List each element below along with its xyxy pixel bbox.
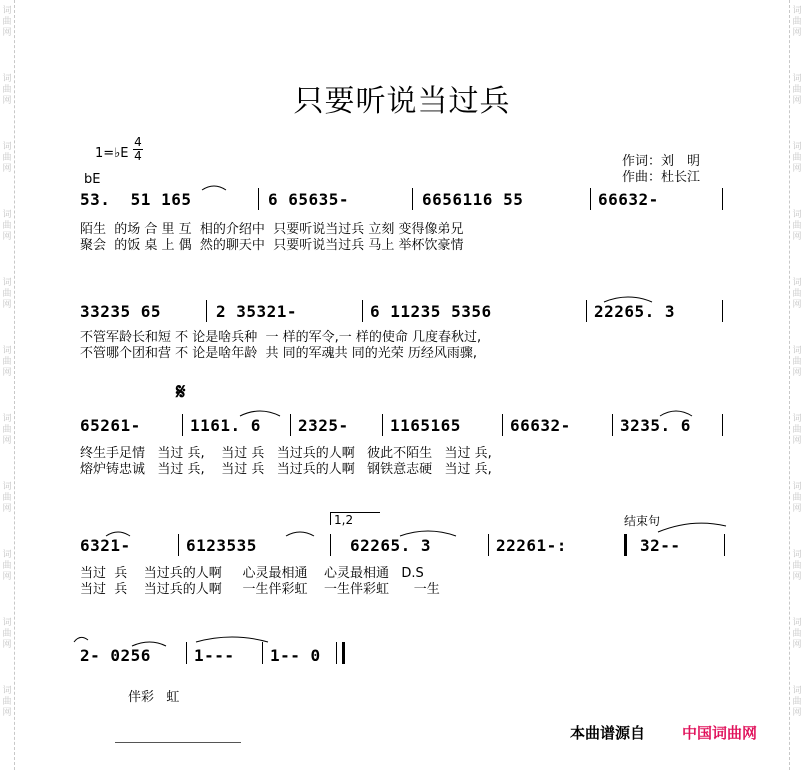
notes-row3-m4: 1165165 (390, 416, 461, 435)
barline (182, 414, 183, 436)
notes-row5-m2: 1--- (194, 646, 235, 665)
barline (382, 414, 383, 436)
notes-row2-m2: 2 35321- (216, 302, 298, 321)
barline (206, 300, 207, 322)
source-label: 本曲谱源自 (570, 724, 646, 742)
barline (186, 642, 187, 664)
watermark-text: 词 曲 网 (2, 278, 12, 310)
barline (178, 534, 179, 556)
watermark-text: 词 曲 网 (792, 618, 802, 650)
notes-row2-m4: 22265. 3 (594, 302, 676, 321)
watermark-text: 词 曲 网 (792, 414, 802, 446)
barline (722, 188, 723, 210)
lyrics-row4-verse1: 当过 兵 当过兵的人啊 心灵最相通 心灵最相通 D.S (80, 566, 424, 581)
notes-row3-m6: 3235. 6 (620, 416, 691, 435)
barline (590, 188, 591, 210)
notes-row3-m3: 2325- (298, 416, 349, 435)
lyricist: 作词：刘 明 (622, 154, 701, 169)
barline (612, 414, 613, 436)
watermark-text: 词 曲 网 (792, 278, 802, 310)
notes-row1-m1: 53. 51 165 (80, 190, 202, 209)
watermark-text: 词 曲 网 (792, 482, 802, 514)
watermark-text: 词 曲 网 (792, 550, 802, 582)
barline (488, 534, 489, 556)
barline (330, 534, 331, 556)
barline (336, 642, 337, 664)
ending-label: 结束句 (624, 514, 661, 528)
watermark-text: 词 曲 网 (2, 6, 12, 38)
lyrics-row5: 伴彩 虹 (128, 690, 180, 705)
barline (722, 300, 723, 322)
lyrics-row1-verse2: 聚会 的饭 桌 上 偶 然的聊天中 只要听说当过兵 马上 举杯饮豪情 (80, 238, 464, 253)
notes-row4-m3: 62265. 3 (350, 536, 432, 555)
lyrics-row3-verse2: 熔炉铸忠诚 当过 兵, 当过 兵 当过兵的人啊 钢铁意志硬 当过 兵, (80, 462, 492, 477)
notes-row4-m2: 6123535 (186, 536, 257, 555)
watermark-text: 词 曲 网 (2, 414, 12, 446)
time-signature-bottom: 4 (134, 149, 142, 163)
watermark-text: 词 曲 网 (792, 686, 802, 718)
lyrics-row1-verse1: 陌生 的场 合 里 互 相的介绍中 只要听说当过兵 立刻 变得像弟兄 (80, 222, 464, 237)
notes-row2-m1: 33235 65 (80, 302, 162, 321)
watermark-text: 词 曲 网 (792, 346, 802, 378)
barline (258, 188, 259, 210)
time-signature (133, 136, 143, 162)
key-signature: 1=♭E (95, 146, 129, 161)
site-name-link[interactable]: 中国词曲网 (682, 724, 758, 742)
notes-row1-m4: 66632- (598, 190, 659, 209)
notes-row2-m3: 6 11235 5356 (370, 302, 492, 321)
lyrics-row2-verse1: 不管军龄长和短 不 论是啥兵种 一 样的军令,一 样的使命 几度春秋过, (80, 330, 482, 345)
barline (502, 414, 503, 436)
composer: 作曲：杜长江 (622, 170, 701, 185)
lyrics-row2-verse2: 不管哪个团和营 不 论是啥年龄 共 同的军魂共 同的光荣 历经风雨骤, (80, 346, 478, 361)
barline (586, 300, 587, 322)
notes-row4-m5: 32-- (640, 536, 681, 555)
watermark-text: 词 曲 网 (2, 74, 12, 106)
watermark-text: 词 曲 网 (2, 346, 12, 378)
lyrics-row4-verse2: 当过 兵 当过兵的人啊 一生伴彩虹 一生伴彩虹 一生 (80, 582, 440, 597)
notes-row5-m3: 1-- 0 (270, 646, 321, 665)
repeat-barline (624, 534, 627, 556)
notes-row3-m2: 1161. 6 (190, 416, 261, 435)
barline (262, 642, 263, 664)
barline (722, 414, 723, 436)
notes-row3-m1: 65261- (80, 416, 141, 435)
footer-line (115, 742, 241, 743)
watermark-text: 词 曲 网 (792, 142, 802, 174)
notes-row4-m4: 22261-: (496, 536, 567, 555)
barline (290, 414, 291, 436)
barline (362, 300, 363, 322)
volta-bracket: 1,2 (330, 512, 380, 525)
watermark-text: 词 曲 网 (792, 210, 802, 242)
lyrics-row3-verse1: 终生手足情 当过 兵, 当过 兵 当过兵的人啊 彼此不陌生 当过 兵, (80, 446, 492, 461)
watermark-text: 词 曲 网 (2, 142, 12, 174)
notes-row1-m3: 6656116 55 (422, 190, 524, 209)
notes-row4-m1: 6321- (80, 536, 131, 555)
barline (724, 534, 725, 556)
song-title: 只要听说当过兵 (293, 84, 511, 119)
watermark-text: 词 曲 网 (2, 550, 12, 582)
notes-row5-m1: 2- 0256 (80, 646, 151, 665)
notes-row1-m2: 6 65635- (268, 190, 350, 209)
watermark-text: 词 曲 网 (2, 210, 12, 242)
watermark-text: 词 曲 网 (792, 74, 802, 106)
barline (412, 188, 413, 210)
watermark-text: 词 曲 网 (2, 482, 12, 514)
watermark-text: 词 曲 网 (2, 618, 12, 650)
watermark-text: 词 曲 网 (792, 6, 802, 38)
watermark-text: 词 曲 网 (2, 686, 12, 718)
segno-sign: 𝄋 (176, 380, 186, 405)
time-signature-top: 4 (134, 135, 142, 149)
key-label: bE (84, 172, 101, 187)
final-barline (342, 642, 345, 664)
notes-row3-m5: 66632- (510, 416, 571, 435)
